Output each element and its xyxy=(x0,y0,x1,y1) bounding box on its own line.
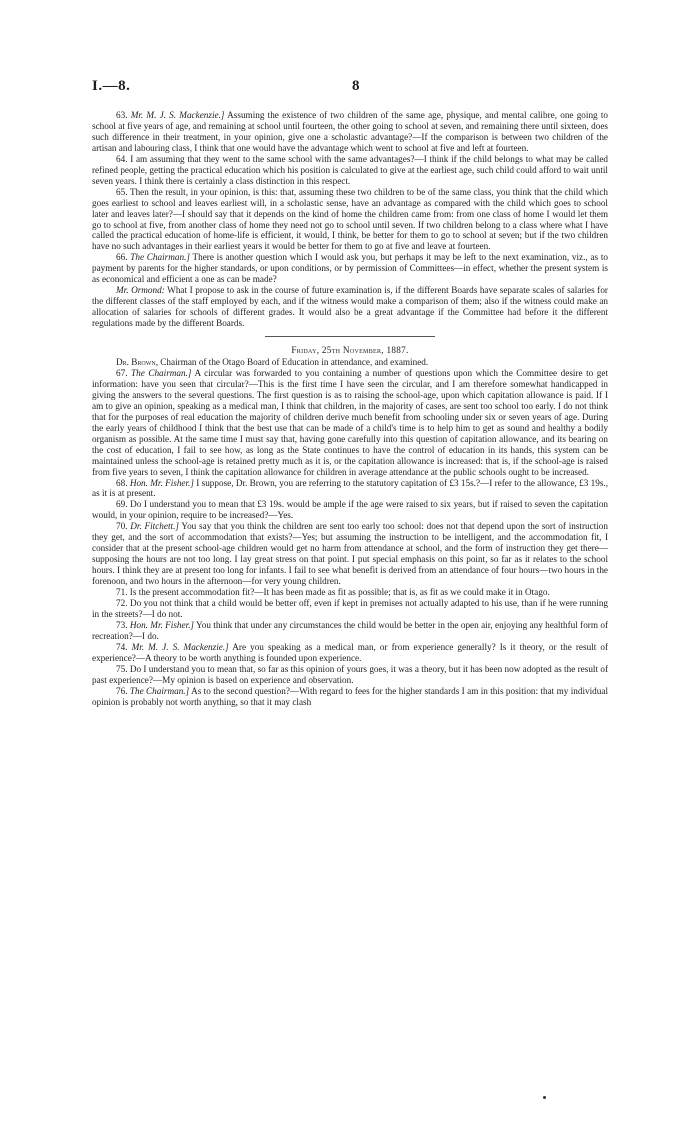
paragraph-text: You think that under any circumstances the child would be better in the open air, enjoying any healthful form of recreation?—I do. xyxy=(92,619,609,641)
question-number: 67. xyxy=(116,367,128,378)
witness-description: Chairman of the Otago Board of Education in attendance, and examined. xyxy=(158,357,429,368)
paragraph-63 xyxy=(92,110,608,154)
question-number: 68. xyxy=(116,477,128,488)
page-identifier: I.—8. xyxy=(92,78,131,94)
speaker: The Chairman.] xyxy=(131,367,192,378)
paragraph-text: What I propose to ask in the course of future examination is, if the different Boards have separate scales of salaries for the different classes of the staff employed by each, and if the witness would make a comparison of them; also if the witness could make an allocation of salaries for schools of different grades. It would also be a great advantage if the Committee had before it the different regulations made by the different Boards. xyxy=(92,285,608,329)
speaker: Hon. Mr. Fisher.] xyxy=(129,619,195,630)
paragraph-67 xyxy=(92,368,608,478)
question-number: 70. xyxy=(116,521,128,532)
paragraph-75 xyxy=(92,664,608,686)
paragraph-text: As to the second question?—With regard to fees for the higher standards I am in this position: that my individual opinion is probably not worth anything, so that it may clash xyxy=(92,685,609,707)
paragraph-text: I am assuming that they went to the same school with the same advantages?—I think if the child belongs to what may be called refined people, getting the practical education which his position is calculated to give at the earliest age, such child could afford to wait until seven years. I think there is certainly a class distinction in this respect. xyxy=(92,153,609,186)
paragraph-text: Do I understand you to mean that, so far as this opinion of yours goes, it was a theory, but it has been now adopted as the result of past experience?—My opinion is based on experience and observation. xyxy=(92,663,608,685)
paragraph-66 xyxy=(92,252,608,285)
paragraph-72 xyxy=(92,598,608,620)
paragraph-text: Is the present accommodation fit?—It has been made as fit as possible; that is, as fit as we could make it in Otago. xyxy=(129,587,550,598)
paragraph-text: A circular was forwarded to you containing a number of questions upon which the Committee desire to get information: have you seen that circular?—This is the first time I have seen the circular, and I am therefore somewhat handicapped in giving the answers to the several questions. The first question is as to raising the school-age, upon which capitation allowance is paid. If I am to give an opinion, speaking as a medical man, I think that children, in the majority of cases, are sent too school too early. I do not think that for the purposes of real education the majority of children derive much benefit from schooling under six or seven years of age. During the early years of childhood I think that the best use that can be made of a child's time is to help him to get as sound and healthy a bodily organism as possible. At the same time I must say that, having gone carefully into this question of capitation allowance, and its bearing on the cost of education, I fail to see how, as long as the State continues to have the control of education in its hands, this system can be maintained unless the school-age is retained pretty much as it is, or the capitation allowance is increased: that is, if the school-age is raised from five years to seven, I think the capitation allowance for children in average attendance at the public schools ought to be increased. xyxy=(92,367,609,477)
paragraph-74 xyxy=(92,642,608,664)
date-heading: Friday, 25th November, 1887. xyxy=(291,345,409,356)
question-number: 66. xyxy=(116,252,128,263)
paragraph-text: There is another question which I would ask you, but perhaps it may be left to the next examination, viz., as to payment by parents for the higher standards, or upon conditions, or by permission of Committees—in effect, whether the present system is as economical and efficient a one as can be made? xyxy=(92,252,609,285)
speaker: Hon. Mr. Fisher.] xyxy=(129,477,194,488)
paragraph-text: Do you not think that a child would be better off, even if kept in premises not actually adapted to his use, than if he were running in the streets?—I do not. xyxy=(92,597,609,619)
question-number: 63. xyxy=(116,110,128,120)
paragraph-text: You say that you think the children are sent too early too school: does not that depend upon the sort of instruction they get, and the sort of accommodation that exists?—Yes; but assuming the instruction to be intelligent, and the accommodation fit, I consider that at the present school-age children would get no harm from attendance at school, and the form of instruction they get there—supposing the hours are not too long. I lay great stress on that point. I put special emphasis on this point, so far as it relates to the school hours. I think they are at present too long for infants. I fail to see what benefit is derived from an attendance of four hours—two hours in the forenoon, and two hours in the afternoon—for very young children. xyxy=(92,521,608,587)
page-header xyxy=(92,78,608,98)
evidence-text xyxy=(92,110,608,708)
witness-name: Dr. Brown, xyxy=(116,357,158,368)
question-number: 69. xyxy=(116,499,128,510)
paragraph-69 xyxy=(92,499,608,521)
paragraph-text: Do I understand you to mean that £3 19s. would be ample if the age were raised to six years, but if raised to seven the capitation would, in your opinion, require to be increased?—Yes. xyxy=(92,499,609,521)
paragraph-76 xyxy=(92,686,608,708)
witness-intro xyxy=(92,357,608,368)
question-number: 71. xyxy=(116,587,128,598)
page-number: 8 xyxy=(352,78,360,94)
speaker: The Chairman.] xyxy=(130,252,190,263)
paragraph-68 xyxy=(92,478,608,500)
paragraph-text: Assuming the existence of two children of the same age, physique, and mental calibre, one going to school at five years of age, and remaining at school until fourteen, the other going to school at seven, and remaining there until sixteen, does such difference in their treatment, in your opinion, give one a scholastic advantage?—If the comparison is between two children of the artisan and labouring class, I think that one would have the advantage which went to school at five and left at fourteen. xyxy=(92,110,609,153)
paragraph-65 xyxy=(92,187,608,253)
speaker: Mr. M. J. S. Mackenzie.] xyxy=(130,110,225,120)
paragraph-text: Then the result, in your opinion, is this: that, assuming these two children to be of the same class, you think that the child which goes earliest to school and leaves earliest will, in a scholastic sense, have an advantage as compared with the child which goes to school later and leaves later?—I should say that it depends on the kind of home the children came from: from one class of home I would let them go to school at five, from another class of home they need not go to school until seven. If two children belong to a class where what I have called the practical education of home-life is efficient, it would, I think, be better for them to go to school at seven; but if the two children have no such advantages in their earliest years it would be better for them to go at five and leave at fourteen. xyxy=(92,186,608,252)
paragraph-text: Are you speaking as a medical man, or from experience generally? Is it theory, or the result of experience?—A theory to be worth anything is founded upon experience. xyxy=(92,641,609,663)
paragraph-64 xyxy=(92,154,608,187)
paragraph-73 xyxy=(92,620,608,642)
paragraph-71 xyxy=(92,587,608,598)
paragraph-70 xyxy=(92,521,608,587)
question-number: 75. xyxy=(116,663,128,674)
speaker: Mr. Ormond: xyxy=(116,285,165,296)
question-number: 74. xyxy=(116,641,128,652)
speaker: The Chairman.] xyxy=(129,685,190,696)
paragraph-ormond xyxy=(92,285,608,329)
question-number: 73. xyxy=(116,619,128,630)
speaker: Mr. M. J. S. Mackenzie.] xyxy=(131,641,229,652)
paragraph-text: I suppose, Dr. Brown, you are referring to the statutory capitation of £3 15s.?—I refer to the allowance, £3 19s., as it is at present. xyxy=(92,477,609,499)
question-number: 64. xyxy=(116,153,128,164)
section-divider xyxy=(265,336,435,337)
question-number: 72. xyxy=(116,597,128,608)
question-number: 76. xyxy=(116,685,128,696)
question-number: 65. xyxy=(116,186,128,197)
speaker: Dr. Fitchett.] xyxy=(130,521,179,532)
ink-speck xyxy=(543,1096,546,1099)
